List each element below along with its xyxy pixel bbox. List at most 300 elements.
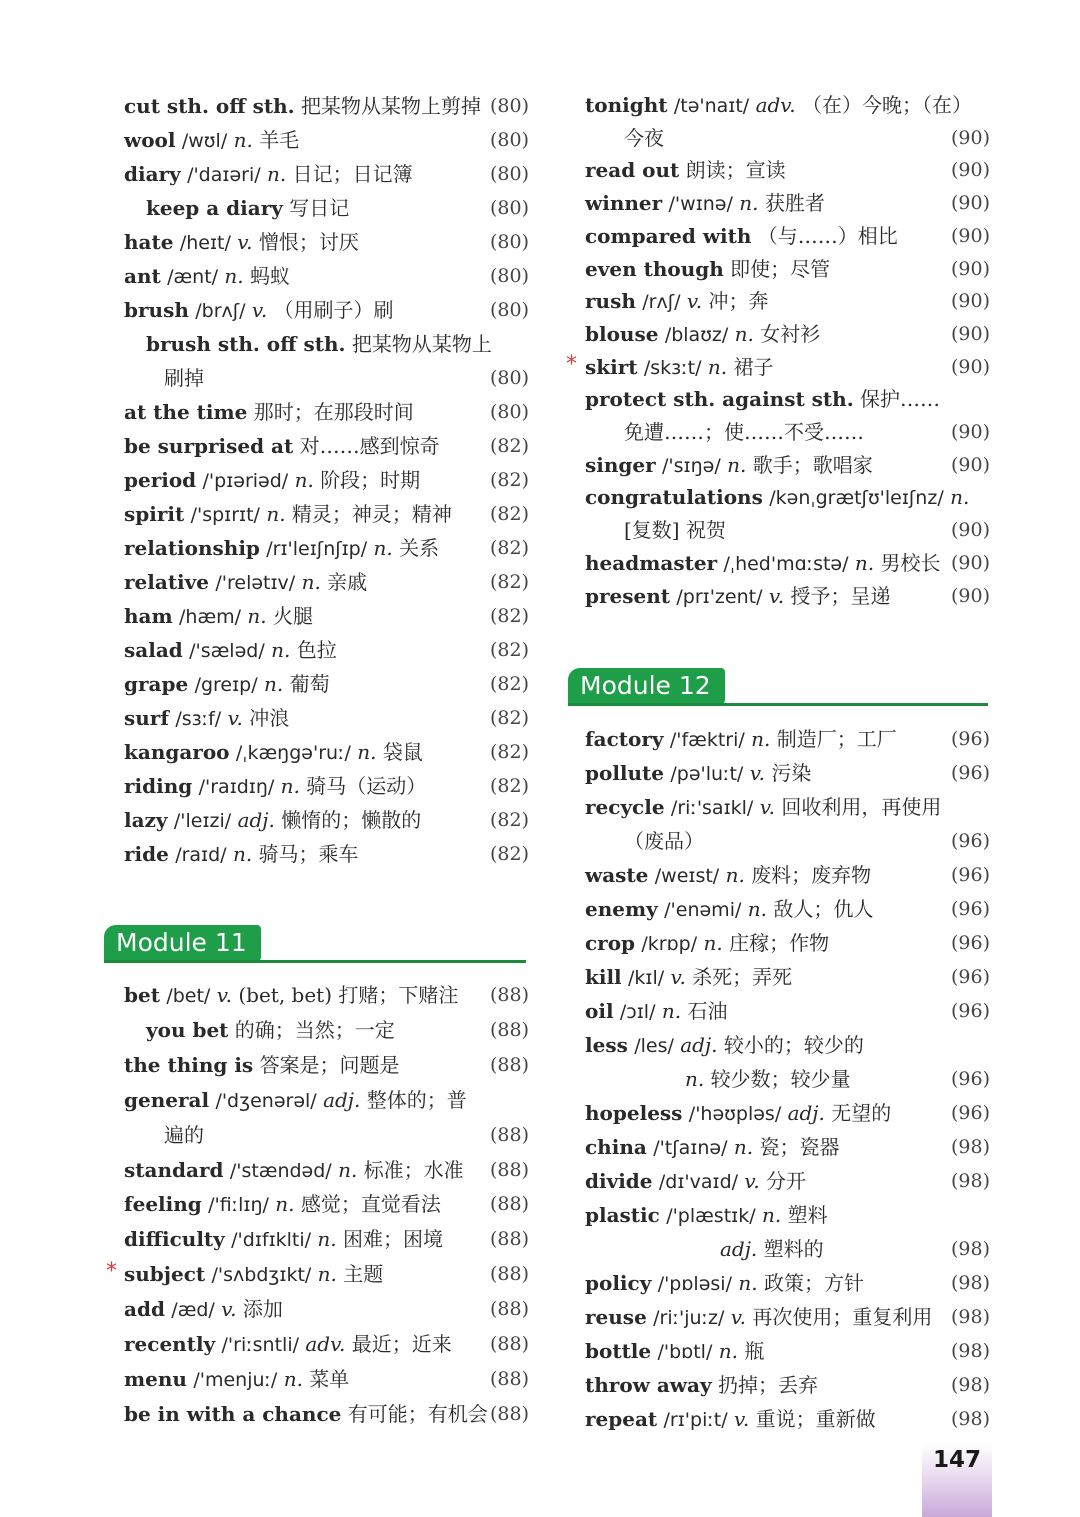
page-reference: (88) [490,1193,530,1215]
part-of-speech: adj. [237,808,275,832]
glossary-entry [124,1365,349,1394]
phonetic: /hæm/ [179,606,242,628]
phonetic: /rɪ'piːt/ [663,1409,728,1431]
headword: winner [585,191,663,215]
page-reference: (80) [490,163,530,185]
headword: divide [585,1169,653,1193]
glossary-entry [124,534,439,563]
definition: 答案是；问题是 [259,1053,400,1077]
definition: 女衬衫 [760,322,821,346]
glossary-entry [124,1400,488,1428]
headword: bet [124,983,160,1007]
headword: period [124,468,197,492]
definition: 骑马；乘车 [258,842,359,866]
phonetic: /'leɪzi/ [173,810,232,832]
glossary-entry [585,353,774,382]
phonetic: /'stændəd/ [229,1160,332,1182]
definition: 较少数；较少量 [710,1067,851,1091]
definition: 政策；方针 [763,1271,864,1295]
headword: pollute [585,761,665,785]
page-reference: (96) [951,864,991,886]
part-of-speech: n. [734,322,754,346]
definition: 塑料 [787,1203,828,1227]
part-of-speech: n. [747,897,767,921]
part-of-speech: n. [725,863,745,887]
headword: even though [585,257,724,281]
phonetic: /'həʊpləs/ [688,1103,782,1125]
definition: 敌人；仇人 [773,897,874,921]
glossary-entry [585,1167,806,1196]
definition: 困难；困境 [343,1227,444,1251]
module-12-header [568,668,988,704]
page-reference: (90) [951,552,991,574]
page-reference: (98) [951,1306,991,1328]
headword: kill [585,965,622,989]
glossary-entry [124,602,313,631]
page-reference: (88) [490,1019,530,1041]
module-11-underline [104,960,526,963]
part-of-speech: n. [338,1158,358,1182]
headword: less [585,1033,628,1057]
phonetic: /raɪd/ [175,844,227,866]
headword: singer [585,453,656,477]
headword: repeat [585,1407,658,1431]
glossary-entry [124,398,414,426]
page-reference: (82) [490,469,530,491]
headword: plastic [585,1203,660,1227]
headword: relationship [124,536,260,560]
phonetic: /'riːsntli/ [221,1334,299,1356]
definition: 扔掉；丢弃 [717,1373,818,1397]
headword: compared with [585,224,752,248]
definition: 冲浪 [249,706,290,730]
headword: present [585,584,671,608]
definition: 庄稼；作物 [729,931,830,955]
headword: kangaroo [124,740,230,764]
module-11-title: Module 11 [104,925,261,961]
headword: rush [585,289,636,313]
phonetic: /'daɪəri/ [187,164,261,186]
page-reference: (90) [951,127,991,149]
page-reference: (82) [490,605,530,627]
page-reference: (96) [951,830,991,852]
glossary-entry [585,1269,864,1298]
glossary-entry [146,330,492,358]
headword: diary [124,162,181,186]
glossary-entry [624,827,704,855]
page-reference: (90) [951,225,991,247]
part-of-speech: n. [707,355,728,379]
page-reference: (88) [490,1159,530,1181]
headword: crop [585,931,636,955]
part-of-speech: v. [670,965,686,989]
phonetic: /'sæləd/ [189,640,265,662]
glossary-entry [585,895,873,924]
headword: the thing is [124,1053,254,1077]
part-of-speech: n. [751,727,771,751]
page-reference: (90) [951,258,991,280]
definition: 葡萄 [289,672,330,696]
glossary-entry [585,582,891,611]
glossary-entry [585,91,972,120]
phonetic: /'menjuː/ [193,1369,278,1391]
part-of-speech: v. [730,1305,747,1329]
part-of-speech: adj. [787,1101,825,1125]
headword: brush [124,298,189,322]
glossary-entry [585,1099,891,1128]
part-of-speech: v. [733,1407,750,1431]
module-12-title: Module 12 [568,668,725,704]
part-of-speech: n. [373,536,393,560]
module-12-underline [568,703,988,706]
headword: congratulations [585,485,763,509]
part-of-speech: n. [264,672,284,696]
definition: 免遭……；使……不受…… [624,420,864,444]
part-of-speech: n. [950,485,970,509]
glossary-entry [124,1225,443,1254]
glossary-entry [164,364,204,392]
phonetic: /pə'luːt/ [670,763,744,785]
phonetic: /ænt/ [167,266,219,288]
glossary-entry [585,549,940,578]
part-of-speech: n. [224,264,244,288]
glossary-entry [124,262,290,291]
glossary-entry [124,670,330,699]
phonetic: /ˌkæŋgə'ruː/ [235,742,351,764]
part-of-speech: n. [739,191,759,215]
page-reference: (88) [490,1228,530,1250]
part-of-speech: n. [685,1067,705,1091]
page-reference: (90) [951,159,991,181]
definition: 阶段；时期 [320,468,421,492]
phonetic: /blaʊz/ [664,324,729,346]
page-reference: (88) [490,1368,530,1390]
definition: 瓶 [744,1339,765,1363]
phonetic: /'spɪrɪt/ [190,504,260,526]
part-of-speech: v. [744,1169,760,1193]
page-reference: (90) [951,519,991,541]
page-reference: (90) [951,454,991,476]
definition: 授予；呈递 [790,584,891,608]
phonetic: /greɪp/ [194,674,258,696]
glossary-entry [124,1086,467,1115]
important-word-star-icon: * [106,1259,117,1284]
phonetic: /'bɒtl/ [657,1341,713,1363]
glossary-entry [146,194,349,222]
definition: 遍的 [164,1123,204,1147]
glossary-entry [146,1016,395,1044]
headword: subject [124,1262,206,1286]
part-of-speech: v. [237,230,253,254]
phonetic: /bet/ [166,985,211,1007]
phonetic: /'plæstɪk/ [666,1205,756,1227]
definition: 精灵；神灵；精神 [291,502,452,526]
glossary-entry [124,806,421,835]
page-reference: (88) [490,984,530,1006]
glossary-entry [124,466,420,495]
phonetic: /'pɒləsi/ [657,1273,732,1295]
phonetic: /sɜːf/ [175,708,222,730]
headword: spirit [124,502,185,526]
definition: 冲；奔 [708,289,769,313]
phonetic: /'dʒenərəl/ [215,1090,317,1112]
headword: china [585,1135,647,1159]
page-reference: (80) [490,197,530,219]
part-of-speech: n. [233,128,253,152]
glossary-entry [124,1051,400,1079]
headword: difficulty [124,1227,225,1251]
phonetic: /brʌʃ/ [195,300,246,322]
page-reference: (82) [490,775,530,797]
headword: salad [124,638,183,662]
part-of-speech: n. [267,162,287,186]
page-reference: (82) [490,809,530,831]
page-reference: (96) [951,1000,991,1022]
headword: be surprised at [124,434,294,458]
glossary-entry [585,451,873,480]
definition: 亲戚 [327,570,368,594]
page-reference: (80) [490,129,530,151]
glossary-entry [124,1295,283,1324]
definition: 重说；重新做 [755,1407,876,1431]
headword: headmaster [585,551,718,575]
definition: （用刷子）刷 [273,298,394,322]
headword: standard [124,1158,224,1182]
definition: 主题 [343,1262,384,1286]
headword: lazy [124,808,168,832]
part-of-speech: n. [854,551,875,575]
page-reference: (98) [951,1340,991,1362]
glossary-entry [124,840,359,869]
page-reference: (98) [951,1170,991,1192]
glossary-entry [124,500,452,529]
headword: waste [585,863,649,887]
definition: 关系 [399,536,440,560]
page-reference: (96) [951,1102,991,1124]
page-reference: (98) [951,1272,991,1294]
headword: hate [124,230,174,254]
headword: be in with a chance [124,1402,342,1426]
glossary-entry [124,296,394,325]
phonetic: /weɪst/ [654,865,720,887]
part-of-speech: n. [703,931,723,955]
definition: 最近；近来 [351,1332,452,1356]
phonetic: /'sɪŋə/ [662,455,721,477]
glossary-entry [585,222,898,250]
glossary-entry [585,963,792,992]
glossary-entry [124,568,367,597]
headword: add [124,1297,165,1321]
page-reference: (82) [490,537,530,559]
part-of-speech: n. [271,638,291,662]
glossary-entry [124,1156,464,1185]
definition: 标准；水准 [363,1158,464,1182]
part-of-speech: n. [232,842,253,866]
definition: 火腿 [273,604,314,628]
glossary-entry [585,1405,876,1434]
part-of-speech: v. [251,298,268,322]
definition: 那时；在那段时间 [253,400,414,424]
page-reference: (90) [951,323,991,345]
definition: 裙子 [733,355,774,379]
glossary-entry [585,725,897,754]
glossary-entry [585,483,969,512]
glossary-entry [585,1303,932,1332]
glossary-entry [124,981,458,1010]
page-reference: (88) [490,1298,530,1320]
page-reference: (88) [490,1333,530,1355]
page-reference: (96) [951,762,991,784]
page-reference: (98) [951,1238,991,1260]
definition: 无望的 [831,1101,892,1125]
phonetic: /tə'naɪt/ [673,95,750,117]
part-of-speech: n. [761,1203,782,1227]
page-reference: (82) [490,571,530,593]
glossary-entry [585,189,825,218]
page-reference: (90) [951,356,991,378]
definition: 懒惰的；懒散的 [281,808,422,832]
glossary-entry [124,772,426,801]
glossary-entry [624,516,726,544]
headword: hopeless [585,1101,683,1125]
definition: 保护…… [860,387,941,411]
page-reference: (90) [951,421,991,443]
glossary-entry [585,929,829,958]
page-reference: (82) [490,707,530,729]
phonetic: /ˌhed'mɑːstə/ [723,553,849,575]
page-reference: (96) [951,932,991,954]
part-of-speech: n. [301,570,321,594]
definition: 污染 [771,761,812,785]
definition: 整体的；普 [366,1088,467,1112]
page-reference: (98) [951,1374,991,1396]
part-of-speech: n. [294,468,314,492]
part-of-speech: n. [247,604,267,628]
definition: 对……感到惊奇 [299,434,440,458]
glossary-entry [624,418,864,446]
part-of-speech: adv. [305,1332,346,1356]
glossary-entry [585,156,786,184]
glossary-entry [585,1337,764,1366]
page-reference: (90) [951,192,991,214]
part-of-speech: n. [718,1339,738,1363]
page-reference: (82) [490,503,530,525]
glossary-entry [124,160,413,189]
definition: 朗读；宣读 [685,158,786,182]
page-reference: (96) [951,1068,991,1090]
part-of-speech: v. [221,1297,237,1321]
phonetic: /'enəmi/ [664,899,742,921]
phonetic: /æd/ [171,1299,215,1321]
headword: general [124,1088,210,1112]
headword: oil [585,999,614,1023]
glossary-entry [720,1235,824,1263]
page-reference: (96) [951,728,991,750]
definition: (bet, bet) 打赌；下赌注 [238,983,459,1007]
part-of-speech: v. [227,706,243,730]
part-of-speech: adj. [323,1088,361,1112]
headword: bottle [585,1339,652,1363]
headword: wool [124,128,176,152]
phonetic: /skɜːt/ [643,357,702,379]
phonetic: /kənˌgrætʃʊ'leɪʃnz/ [769,487,944,509]
definition: 再次使用；重复利用 [752,1305,933,1329]
definition: 今夜 [624,126,664,150]
definition: （废品） [624,829,704,853]
definition: 塑料的 [763,1237,824,1261]
part-of-speech: n. [661,999,682,1023]
definition: 歌手；歌唱家 [752,453,873,477]
module-11-header [104,925,526,961]
glossary-entry [585,861,871,890]
headword: recycle [585,795,665,819]
glossary-entry [585,1371,818,1399]
phonetic: /kɪl/ [628,967,665,989]
definition: 日记；日记簿 [292,162,413,186]
headword: tonight [585,93,668,117]
phonetic: /les/ [634,1035,674,1057]
glossary-entry [685,1065,851,1093]
page-reference: (82) [490,673,530,695]
definition: 即使；尽管 [730,257,831,281]
phonetic: /dɪ'vaɪd/ [658,1171,739,1193]
definition: 蚂蚁 [250,264,291,288]
page-reference: (82) [490,639,530,661]
part-of-speech: n. [266,502,286,526]
headword: feeling [124,1192,202,1216]
part-of-speech: n. [733,1135,754,1159]
headword: surf [124,706,169,730]
definition: 把某物从某物上剪掉 [300,94,481,118]
definition: 瓷；瓷器 [759,1135,840,1159]
glossary-entry [124,126,299,155]
page-reference: (98) [951,1136,991,1158]
headword: riding [124,774,193,798]
phonetic: /heɪt/ [179,232,231,254]
headword: reuse [585,1305,647,1329]
glossary-entry [585,1133,839,1162]
part-of-speech: v. [759,795,775,819]
definition: 色拉 [296,638,337,662]
headword: menu [124,1367,187,1391]
definition: 废料；废弃物 [751,863,872,887]
definition: 有可能；有机会 [347,1402,488,1426]
headword: you bet [146,1018,229,1042]
definition: 石油 [687,999,728,1023]
headword: throw away [585,1373,712,1397]
page-reference: (96) [951,966,991,988]
page-reference: (82) [490,843,530,865]
glossary-entry [585,287,769,316]
phonetic: /rʌʃ/ [642,291,681,313]
phonetic: /'dɪfɪklti/ [231,1229,312,1251]
phonetic: /'fiːlɪŋ/ [208,1194,269,1216]
glossary-entry [124,738,423,767]
page-reference: (82) [490,435,530,457]
part-of-speech: n. [280,774,300,798]
definition: [复数] 祝贺 [624,518,726,542]
definition: 憎恨；讨厌 [258,230,359,254]
phonetic: /'sʌbdʒɪkt/ [211,1264,312,1286]
glossary-entry [164,1121,204,1149]
page-reference: (80) [490,95,530,117]
part-of-speech: n. [317,1227,337,1251]
glossary-entry [624,124,664,152]
headword: enemy [585,897,658,921]
glossary-entry [585,1201,828,1230]
glossary-entry [585,255,830,283]
definition: 杀死；弄死 [692,965,793,989]
